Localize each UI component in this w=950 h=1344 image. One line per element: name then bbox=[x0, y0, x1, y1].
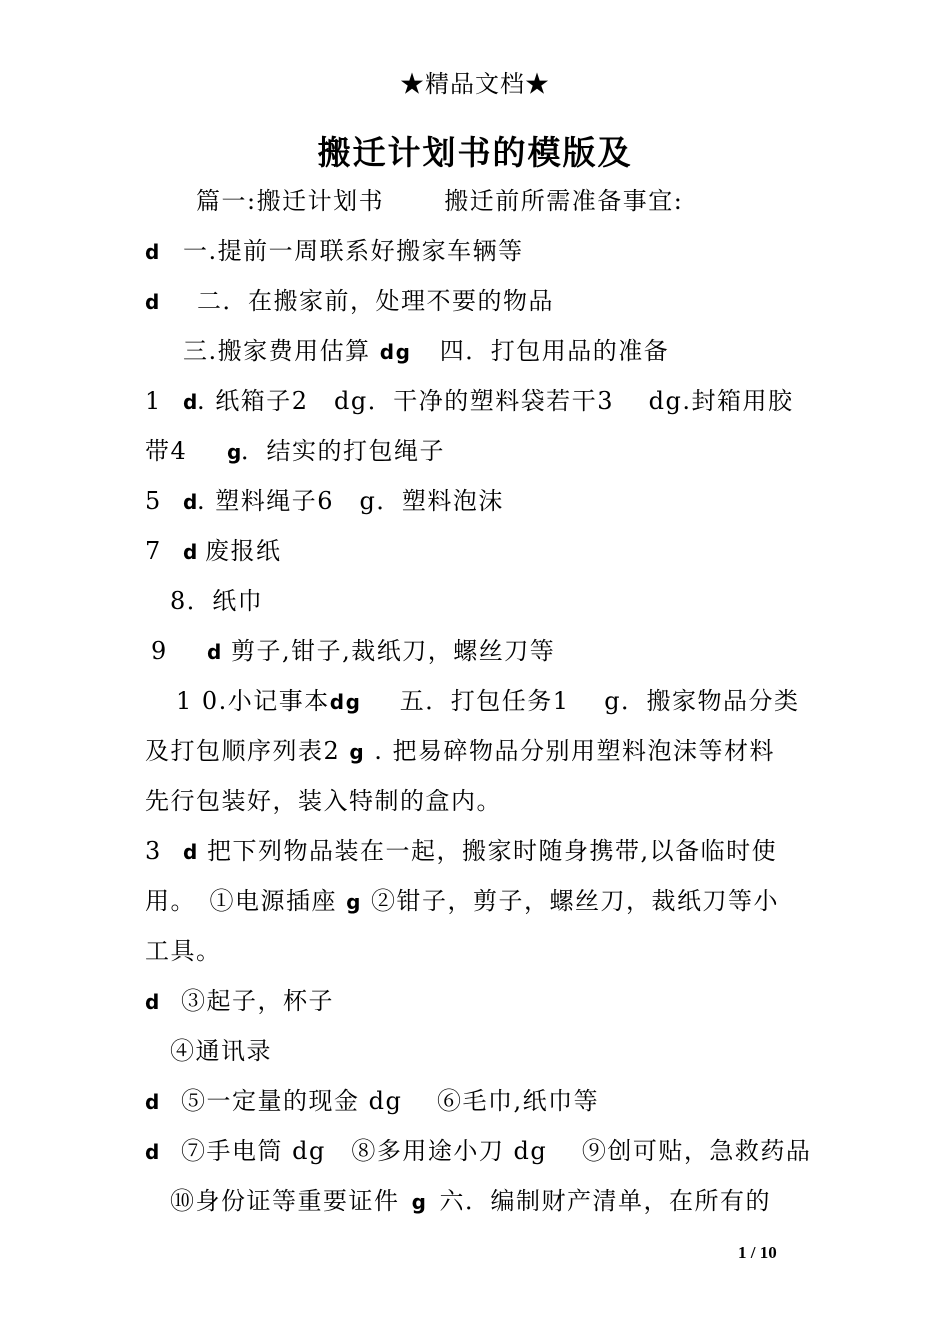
page-header: ★精品文档★ bbox=[400, 70, 550, 98]
line-text: 三.搬家费用估算 bbox=[183, 337, 371, 365]
line-text: 剪子,钳子,裁纸刀，螺丝刀等 bbox=[231, 637, 556, 665]
line-text: 四．打包用品的准备 bbox=[439, 337, 670, 365]
bullet-mark: dg bbox=[379, 340, 412, 364]
bullet-mark: dg bbox=[329, 690, 362, 714]
line-number: 带4 bbox=[145, 437, 188, 465]
line-text: 先行包装好，装入特制的盒内。 bbox=[145, 787, 502, 815]
line-text: . 塑料绳子6 g．塑料泡沫 bbox=[197, 487, 504, 515]
text-line bbox=[145, 786, 825, 816]
line-text: 二．在搬家前，处理不要的物品 bbox=[197, 287, 554, 315]
line-text: 一.提前一周联系好搬家车辆等 bbox=[183, 237, 524, 265]
line-text: 及打包顺序列表2 bbox=[145, 737, 341, 765]
text-line bbox=[145, 736, 825, 767]
line-number: 5 bbox=[145, 487, 162, 515]
line-text: ③起子，杯子 bbox=[181, 987, 334, 1015]
bullet-mark: d bbox=[183, 390, 199, 414]
text-line bbox=[145, 436, 825, 467]
line-number: 9 bbox=[151, 637, 168, 665]
line-text: 1 0.小记事本 bbox=[176, 687, 330, 715]
text-line bbox=[183, 336, 863, 367]
bullet-mark: d bbox=[183, 840, 199, 864]
text-line bbox=[170, 586, 850, 616]
bullet-mark: d bbox=[145, 990, 161, 1014]
line-text: 用。 ①电源插座 bbox=[145, 887, 337, 915]
line-text: . 把易碎物品分别用塑料泡沫等材料 bbox=[374, 737, 776, 765]
text-line bbox=[145, 1086, 825, 1117]
text-line bbox=[145, 236, 825, 267]
bullet-mark: d bbox=[145, 290, 161, 314]
bullet-mark: g bbox=[346, 890, 362, 914]
text-line bbox=[145, 386, 825, 417]
text-line bbox=[196, 186, 876, 216]
text-line bbox=[145, 536, 825, 567]
text-line bbox=[170, 1036, 850, 1066]
bullet-mark: g bbox=[227, 440, 243, 464]
bullet-mark: g bbox=[411, 1190, 428, 1214]
bullet-mark: d bbox=[207, 640, 223, 664]
text-line bbox=[145, 886, 825, 917]
line-text: 8．纸巾 bbox=[170, 587, 264, 615]
line-text: 五．打包任务1 g．搬家物品分类 bbox=[399, 687, 800, 715]
document-title: 搬迁计划书的模版及 bbox=[317, 133, 633, 172]
line-text: 工具。 bbox=[145, 937, 222, 965]
line-text: ④通讯录 bbox=[170, 1037, 272, 1065]
line-text: ⑤一定量的现金 dg ⑥毛巾,纸巾等 bbox=[181, 1087, 600, 1115]
text-line bbox=[145, 1136, 825, 1167]
line-text: 废报纸 bbox=[205, 537, 282, 565]
text-line bbox=[145, 936, 825, 966]
text-line bbox=[145, 286, 825, 317]
text-line bbox=[145, 986, 825, 1017]
line-text: ⑩身份证等重要证件 bbox=[170, 1187, 400, 1215]
line-text: . 纸箱子2 dg．干净的塑料袋若干3 dg.封箱用胶 bbox=[197, 387, 794, 415]
line-text: ．结实的打包绳子 bbox=[241, 437, 445, 465]
text-line bbox=[170, 1186, 850, 1217]
bullet-mark: d bbox=[183, 490, 199, 514]
bullet-mark: d bbox=[183, 540, 199, 564]
text-line bbox=[145, 486, 825, 517]
line-text: ⑦手电筒 dg ⑧多用途小刀 dg ⑨创可贴，急救药品 bbox=[181, 1137, 812, 1165]
line-number: 1 bbox=[145, 387, 162, 415]
bullet-mark: d bbox=[145, 1090, 161, 1114]
line-text: 篇一:搬迁计划书 搬迁前所需准备事宜: bbox=[196, 187, 684, 215]
bullet-mark: g bbox=[349, 740, 366, 764]
line-text: 把下列物品装在一起，搬家时随身携带,以备临时使 bbox=[207, 837, 778, 865]
line-text: 六．编制财产清单，在所有的 bbox=[439, 1187, 771, 1215]
bullet-mark: d bbox=[145, 240, 161, 264]
line-text: ②钳子，剪子，螺丝刀，裁纸刀等小 bbox=[371, 887, 779, 915]
line-number: 3 bbox=[145, 837, 162, 865]
line-number: 7 bbox=[145, 537, 162, 565]
text-line bbox=[145, 836, 825, 867]
text-line bbox=[176, 686, 856, 717]
text-line bbox=[151, 636, 831, 667]
page-number: 1 / 10 bbox=[738, 1243, 777, 1262]
bullet-mark: d bbox=[145, 1140, 161, 1164]
